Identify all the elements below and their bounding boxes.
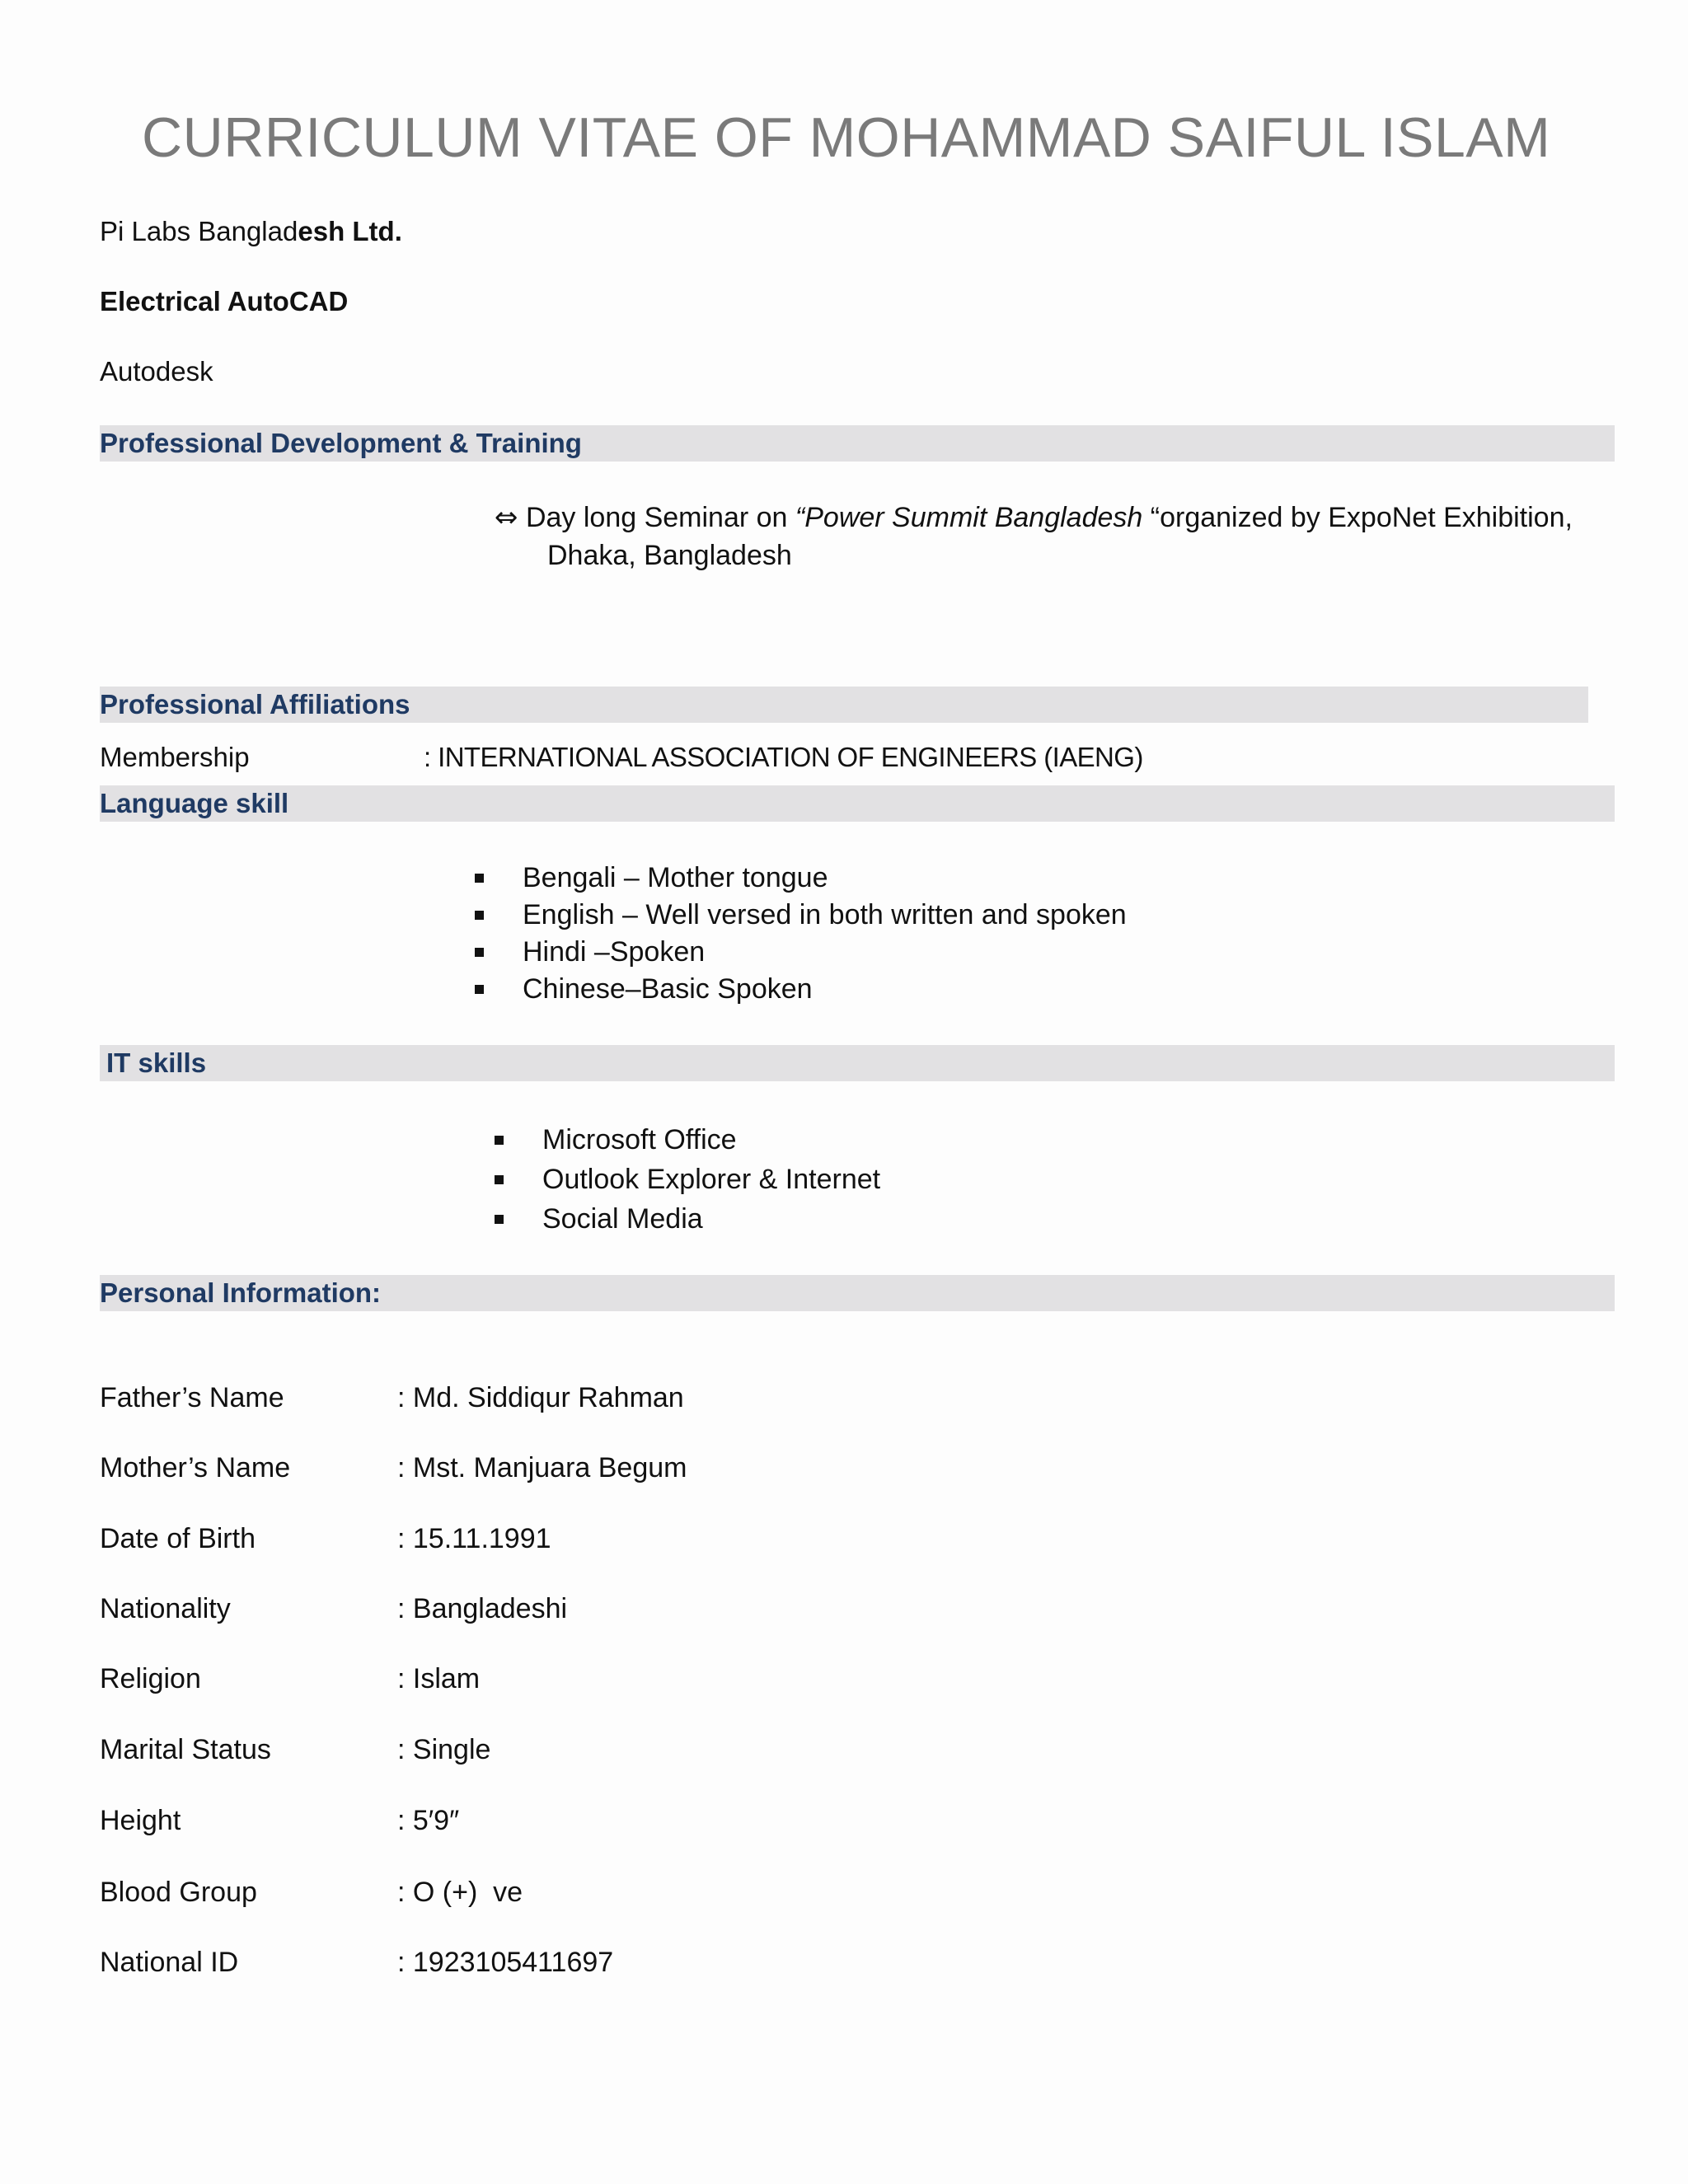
company-bold: esh Ltd. [298,216,402,246]
list-item: Microsoft Office [490,1120,880,1160]
list-item: Outlook Explorer & Internet [490,1160,880,1199]
it-skill-list [490,1120,880,1239]
mothers-name-label: Mother’s Name [100,1452,291,1483]
marital-status-value: : Single [397,1734,491,1765]
section-training: Professional Development & Training [100,425,1615,462]
company-plain: Pi Labs Banglad [100,216,298,246]
fathers-name-label: Father’s Name [100,1382,284,1413]
nationality-value: : Bangladeshi [397,1593,568,1624]
mothers-name-value: : Mst. Manjuara Begum [397,1452,687,1483]
list-item: English – Well versed in both written and spoken [470,897,1127,934]
blood-group-value: : O (+) ve [397,1877,523,1908]
national-id-value: : 1923105411697 [397,1947,614,1978]
date-of-birth-label: Date of Birth [100,1523,256,1554]
list-item: Bengali – Mother tongue [470,860,1127,897]
provider-line: Autodesk [100,356,213,387]
training-text-pre: Day long Seminar on [518,502,795,533]
nationality-label: Nationality [100,1593,231,1624]
membership-label: Membership [100,742,250,772]
training-location: Dhaka, Bangladesh [547,540,792,571]
list-item: Chinese–Basic Spoken [470,971,1127,1008]
section-affiliations: Professional Affiliations [100,687,1588,723]
document-title: CURRICULUM VITAE OF MOHAMMAD SAIFUL ISLAM [142,106,1551,169]
section-it: IT skills [100,1045,1615,1081]
company-line [100,216,402,247]
height-label: Height [100,1805,181,1836]
date-of-birth-value: : 15.11.1991 [397,1523,551,1554]
language-list [470,860,1127,1008]
list-item: Hindi –Spoken [470,934,1127,971]
religion-value: : Islam [397,1663,481,1694]
height-value: : 5′9″ [397,1805,460,1836]
course-line: Electrical AutoCAD [100,286,349,316]
religion-label: Religion [100,1663,201,1694]
section-personal: Personal Information: [100,1275,1615,1311]
training-text-post: “organized by ExpoNet Exhibition, [1142,502,1573,533]
marital-status-label: Marital Status [100,1734,271,1765]
fathers-name-value: : Md. Siddiqur Rahman [397,1382,684,1413]
list-item: Social Media [490,1199,880,1239]
section-language: Language skill [100,785,1615,822]
membership-value: : INTERNATIONAL ASSOCIATION OF ENGINEERS (IAENG) [424,742,1143,772]
double-arrow-icon: ⇔ [495,501,518,534]
blood-group-label: Blood Group [100,1877,257,1908]
training-item [495,499,1599,574]
national-id-label: National ID [100,1947,239,1978]
training-event-name: “Power Summit Bangladesh [795,502,1143,533]
